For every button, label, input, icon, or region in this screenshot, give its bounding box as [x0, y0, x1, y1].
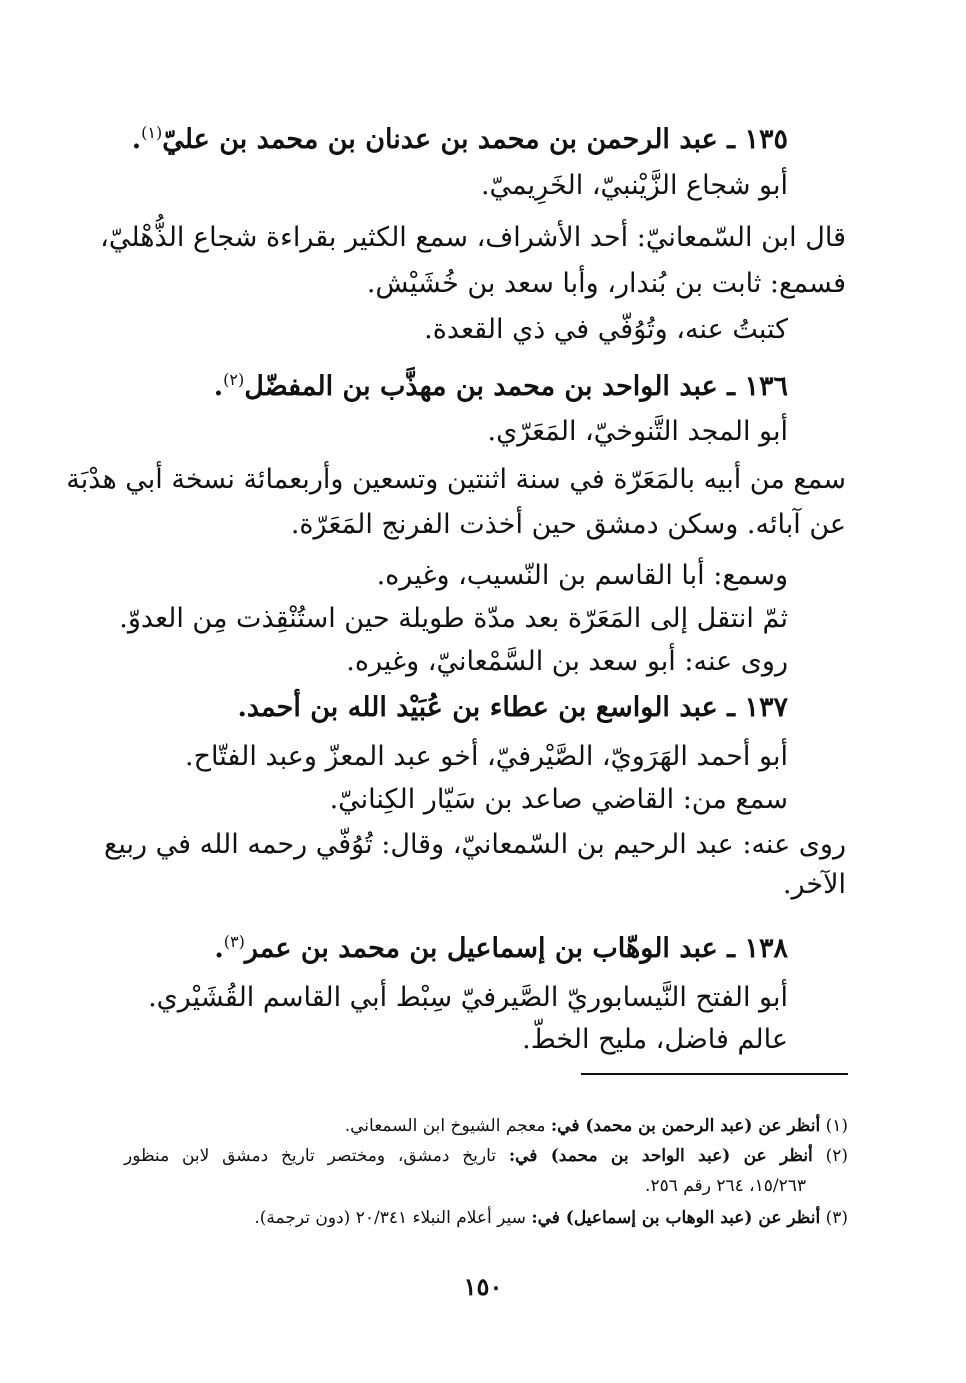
- footnote-ref-2: (٢): [223, 370, 245, 389]
- entry-136-title: ١٣٦ ـ عبد الواحد بن محمد بن مهذَّب بن المفضّل: [244, 371, 788, 402]
- entry-136-line: أبو المجد التَّنوخيّ، المَعَرّي.: [487, 416, 788, 447]
- entry-135-heading: [132, 113, 788, 153]
- footnote-ref-3: (٣): [223, 932, 245, 951]
- entry-138-line: أبو الفتح النَّيسابوريّ الصَّيرفيّ سِبْط أبي القاسم القُشَيْري.: [148, 982, 788, 1013]
- footnote-source-label: أنظر عن (عبد الوهاب بن إسماعيل) في:: [531, 1208, 821, 1228]
- entry-136-heading: [214, 360, 788, 400]
- page-number: ١٥٠: [463, 1272, 503, 1301]
- footnote-source-label: أنظر عن (عبد الواحد بن محمد) في:: [508, 1146, 813, 1166]
- entry-136-line: سمع من أبيه بالمَعَرّة في سنة اثنتين وتسعين وأربعمائة نسخة أبي هدْبَة: [66, 464, 846, 495]
- entry-138-heading: [214, 922, 788, 962]
- footnote-number: (٣): [825, 1208, 848, 1228]
- heading-period: .: [131, 124, 142, 155]
- entry-135-line: فسمع: ثابت بن بُندار، وأبا سعد بن خُشَيْش.: [366, 268, 846, 299]
- footnote-text: معجم الشيوخ ابن السمعاني.: [344, 1116, 546, 1136]
- footnote-separator: [581, 1073, 848, 1075]
- entry-135-line: قال ابن السّمعانيّ: أحد الأشراف، سمع الكثير بقراءة شجاع الذُّهْليّ،: [100, 222, 846, 253]
- entry-136-line: ثمّ انتقل إلى المَعَرّة بعد مدّة طويلة حين استُنْقِذت مِن العدوّ.: [119, 603, 788, 634]
- entry-135-title: ١٣٥ ـ عبد الرحمن بن محمد بن عدنان بن محمد بن عليّ: [162, 124, 788, 155]
- footnote-number: (١): [825, 1116, 848, 1136]
- entry-138-line: عالم فاضل، مليح الخطّ.: [522, 1024, 788, 1055]
- entry-137-line: أبو أحمد الهَرَويّ، الصَّيْرفيّ، أخو عبد المعزّ وعبد الفتّاح.: [185, 741, 788, 772]
- entry-137-line: سمع من: القاضي صاعد بن سَيّار الكِنانيّ.: [329, 784, 788, 815]
- footnote-3: [254, 1205, 848, 1231]
- entry-135-line: أبو شجاع الزَّيْنبيّ، الخَرِيميّ.: [480, 170, 788, 201]
- entry-136-line: عن آبائه. وسكن دمشق حين أخذت الفرنج المَعَرّة.: [290, 509, 846, 540]
- entry-137-line: روى عنه: عبد الرحيم بن السّمعانيّ، وقال: تُوُفّي رحمه الله في ربيع: [104, 829, 846, 860]
- footnote-text: تاريخ دمشق، ومختصر تاريخ دمشق لابن منظور: [124, 1146, 497, 1166]
- heading-period: .: [213, 371, 224, 402]
- entry-138-title: ١٣٨ ـ عبد الوهّاب بن إسماعيل بن محمد بن عمر: [244, 933, 788, 964]
- heading-period: .: [214, 933, 224, 964]
- footnote-ref-1: (١): [141, 123, 163, 142]
- footnote-source-label: أنظر عن (عبد الرحمن بن محمد) في:: [550, 1116, 821, 1136]
- entry-136-line: روى عنه: أبو سعد بن السَّمْعانيّ، وغيره.: [346, 646, 788, 677]
- footnote-2-continuation: ١٥/٢٦٣، ٢٦٤ رقم ٢٥٦.: [645, 1176, 806, 1196]
- entry-137-line: الآخر.: [782, 869, 846, 900]
- footnote-1: [345, 1113, 848, 1139]
- footnote-2: [124, 1143, 848, 1169]
- footnote-number: (٢): [825, 1146, 848, 1166]
- entry-135-line: كتبتُ عنه، وتُوُفّي في ذي القعدة.: [424, 314, 788, 345]
- entry-136-line: وسمع: أبا القاسم بن النّسيب، وغيره.: [376, 560, 788, 591]
- footnote-text: سير أعلام النبلاء ٢٠/٣٤١ (دون ترجمة).: [254, 1208, 526, 1228]
- entry-137-heading: ١٣٧ ـ عبد الواسع بن عطاء بن عُبَيْد الله بن أحمد.: [237, 692, 788, 723]
